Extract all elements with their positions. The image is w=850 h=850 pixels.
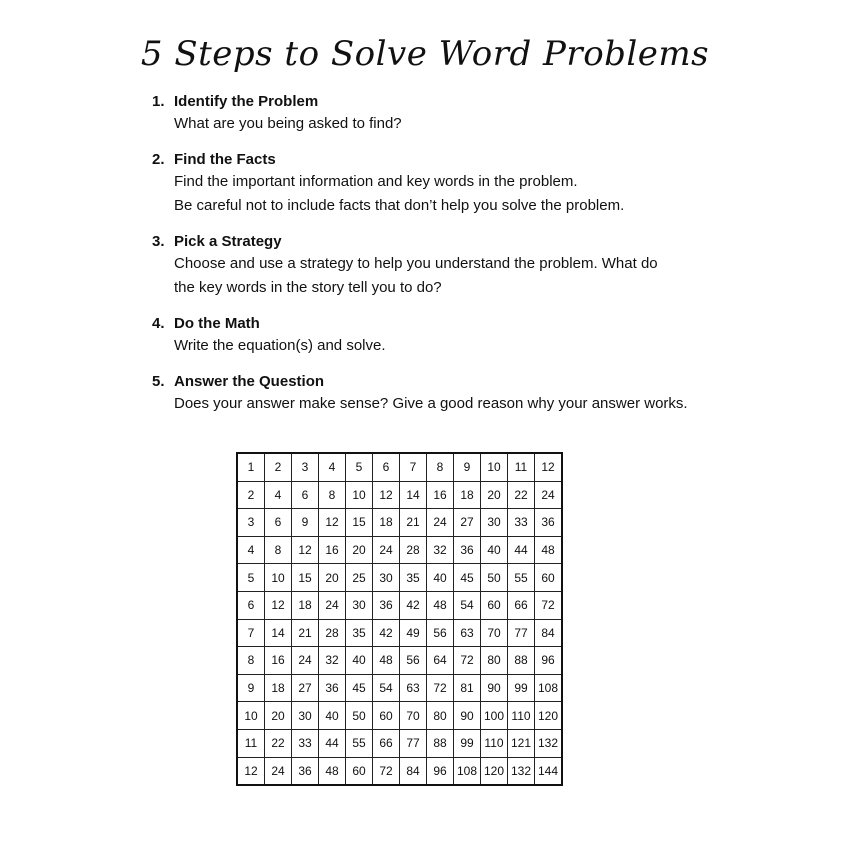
table-cell: 6	[265, 509, 292, 537]
table-cell: 7	[237, 619, 265, 647]
table-cell: 2	[265, 453, 292, 481]
multiplication-table	[236, 452, 563, 786]
table-cell: 3	[292, 453, 319, 481]
table-cell: 40	[427, 564, 454, 592]
table-cell: 132	[508, 757, 535, 785]
table-cell: 66	[508, 591, 535, 619]
step-description	[174, 170, 770, 218]
table-cell: 84	[400, 757, 427, 785]
table-cell: 90	[454, 702, 481, 730]
table-cell: 45	[346, 674, 373, 702]
table-cell: 84	[535, 619, 563, 647]
step-line: Choose and use a strategy to help you understand the problem. What do	[174, 255, 658, 272]
table-cell: 24	[319, 591, 346, 619]
step-number: 3.	[152, 233, 165, 250]
table-cell: 60	[373, 702, 400, 730]
table-cell: 14	[265, 619, 292, 647]
step-heading: Answer the Question	[174, 373, 325, 390]
table-cell: 54	[373, 674, 400, 702]
table-cell: 60	[481, 591, 508, 619]
table-cell: 72	[535, 591, 563, 619]
table-cell: 14	[400, 481, 427, 509]
table-cell: 96	[427, 757, 454, 785]
table-cell: 20	[346, 536, 373, 564]
table-cell: 35	[346, 619, 373, 647]
table-cell: 20	[319, 564, 346, 592]
table-cell: 15	[292, 564, 319, 592]
table-cell: 8	[319, 481, 346, 509]
table-cell: 25	[346, 564, 373, 592]
table-cell: 48	[373, 647, 400, 675]
table-cell: 36	[454, 536, 481, 564]
table-cell: 99	[454, 729, 481, 757]
table-row	[237, 647, 562, 675]
table-cell: 63	[400, 674, 427, 702]
table-cell: 90	[481, 674, 508, 702]
table-cell: 7	[400, 453, 427, 481]
step-line: Does your answer make sense? Give a good reason why your answer works.	[174, 395, 688, 412]
table-cell: 96	[535, 647, 563, 675]
table-cell: 12	[535, 453, 563, 481]
table-cell: 30	[346, 591, 373, 619]
step-line: the key words in the story tell you to do?	[174, 279, 442, 296]
table-cell: 10	[481, 453, 508, 481]
table-cell: 110	[481, 729, 508, 757]
table-row	[237, 619, 562, 647]
table-cell: 11	[237, 729, 265, 757]
step-heading: Identify the Problem	[174, 93, 319, 110]
table-cell: 32	[427, 536, 454, 564]
step-line: What are you being asked to find?	[174, 115, 402, 132]
table-cell: 70	[400, 702, 427, 730]
table-cell: 35	[400, 564, 427, 592]
table-cell: 63	[454, 619, 481, 647]
table-cell: 11	[508, 453, 535, 481]
step-line: Find the important information and key words in the problem.	[174, 173, 578, 190]
table-cell: 1	[237, 453, 265, 481]
table-cell: 100	[481, 702, 508, 730]
step-number: 2.	[152, 151, 165, 168]
table-cell: 27	[454, 509, 481, 537]
table-cell: 54	[454, 591, 481, 619]
table-cell: 77	[400, 729, 427, 757]
table-cell: 108	[535, 674, 563, 702]
step-number: 4.	[152, 315, 165, 332]
table-row	[237, 564, 562, 592]
table-cell: 4	[265, 481, 292, 509]
table-cell: 77	[508, 619, 535, 647]
table-cell: 16	[427, 481, 454, 509]
table-cell: 18	[292, 591, 319, 619]
table-cell: 20	[265, 702, 292, 730]
table-row	[237, 702, 562, 730]
table-cell: 5	[346, 453, 373, 481]
table-cell: 99	[508, 674, 535, 702]
table-cell: 28	[319, 619, 346, 647]
table-cell: 36	[319, 674, 346, 702]
table-cell: 12	[237, 757, 265, 785]
table-row	[237, 536, 562, 564]
table-cell: 10	[346, 481, 373, 509]
page-title: 5 Steps to Solve Word Problems	[140, 34, 710, 74]
step-description	[174, 392, 770, 416]
table-cell: 49	[400, 619, 427, 647]
table-row	[237, 509, 562, 537]
step-heading: Find the Facts	[174, 151, 276, 168]
table-cell: 3	[237, 509, 265, 537]
table-cell: 72	[427, 674, 454, 702]
table-row	[237, 591, 562, 619]
table-cell: 144	[535, 757, 563, 785]
table-cell: 27	[292, 674, 319, 702]
table-cell: 121	[508, 729, 535, 757]
table-row	[237, 674, 562, 702]
step-2	[150, 150, 770, 218]
step-description	[174, 252, 770, 300]
table-cell: 56	[427, 619, 454, 647]
table-cell: 22	[265, 729, 292, 757]
table-cell: 132	[535, 729, 563, 757]
table-cell: 72	[454, 647, 481, 675]
table-cell: 55	[346, 729, 373, 757]
table-cell: 24	[535, 481, 563, 509]
table-cell: 32	[319, 647, 346, 675]
table-cell: 44	[508, 536, 535, 564]
table-cell: 48	[427, 591, 454, 619]
step-4	[150, 314, 770, 358]
table-cell: 40	[481, 536, 508, 564]
table-cell: 5	[237, 564, 265, 592]
table-cell: 44	[319, 729, 346, 757]
table-cell: 16	[319, 536, 346, 564]
table-cell: 55	[508, 564, 535, 592]
table-cell: 88	[427, 729, 454, 757]
table-cell: 66	[373, 729, 400, 757]
table-cell: 56	[400, 647, 427, 675]
table-cell: 24	[373, 536, 400, 564]
table-cell: 4	[319, 453, 346, 481]
table-cell: 81	[454, 674, 481, 702]
table-cell: 36	[292, 757, 319, 785]
table-cell: 24	[265, 757, 292, 785]
table-cell: 9	[237, 674, 265, 702]
table-cell: 6	[237, 591, 265, 619]
table-cell: 12	[265, 591, 292, 619]
table-cell: 9	[292, 509, 319, 537]
step-3	[150, 232, 770, 300]
table-cell: 6	[292, 481, 319, 509]
multiplication-table-container	[236, 452, 563, 786]
table-cell: 12	[373, 481, 400, 509]
table-cell: 48	[535, 536, 563, 564]
table-cell: 42	[400, 591, 427, 619]
table-cell: 28	[400, 536, 427, 564]
table-cell: 45	[454, 564, 481, 592]
table-cell: 33	[292, 729, 319, 757]
step-line: Be careful not to include facts that don’t help you solve the problem.	[174, 197, 625, 214]
table-row	[237, 453, 562, 481]
table-cell: 40	[346, 647, 373, 675]
table-cell: 120	[535, 702, 563, 730]
table-cell: 6	[373, 453, 400, 481]
table-cell: 20	[481, 481, 508, 509]
table-cell: 21	[400, 509, 427, 537]
step-number: 5.	[152, 373, 165, 390]
table-cell: 30	[292, 702, 319, 730]
table-row	[237, 729, 562, 757]
table-row	[237, 757, 562, 785]
table-cell: 18	[265, 674, 292, 702]
table-cell: 8	[237, 647, 265, 675]
table-cell: 36	[535, 509, 563, 537]
step-description	[174, 334, 770, 358]
table-cell: 48	[319, 757, 346, 785]
table-cell: 8	[265, 536, 292, 564]
table-cell: 80	[481, 647, 508, 675]
table-cell: 64	[427, 647, 454, 675]
table-cell: 40	[319, 702, 346, 730]
table-cell: 24	[292, 647, 319, 675]
step-number: 1.	[152, 93, 165, 110]
table-cell: 2	[237, 481, 265, 509]
step-description	[174, 112, 770, 136]
table-cell: 50	[346, 702, 373, 730]
table-cell: 36	[373, 591, 400, 619]
step-heading: Do the Math	[174, 315, 260, 332]
table-cell: 70	[481, 619, 508, 647]
table-cell: 88	[508, 647, 535, 675]
table-cell: 72	[373, 757, 400, 785]
table-cell: 10	[237, 702, 265, 730]
table-cell: 18	[373, 509, 400, 537]
table-cell: 22	[508, 481, 535, 509]
table-cell: 30	[481, 509, 508, 537]
table-cell: 12	[292, 536, 319, 564]
table-cell: 42	[373, 619, 400, 647]
step-heading: Pick a Strategy	[174, 233, 282, 250]
table-cell: 108	[454, 757, 481, 785]
table-cell: 8	[427, 453, 454, 481]
table-cell: 9	[454, 453, 481, 481]
step-1	[150, 92, 770, 136]
step-5	[150, 372, 770, 416]
table-cell: 16	[265, 647, 292, 675]
step-line: Write the equation(s) and solve.	[174, 337, 386, 354]
steps-list	[150, 92, 770, 430]
table-cell: 50	[481, 564, 508, 592]
table-cell: 30	[373, 564, 400, 592]
table-cell: 18	[454, 481, 481, 509]
table-cell: 33	[508, 509, 535, 537]
table-cell: 110	[508, 702, 535, 730]
table-cell: 15	[346, 509, 373, 537]
table-cell: 80	[427, 702, 454, 730]
table-cell: 60	[346, 757, 373, 785]
table-cell: 21	[292, 619, 319, 647]
table-cell: 10	[265, 564, 292, 592]
table-cell: 12	[319, 509, 346, 537]
table-row	[237, 481, 562, 509]
table-cell: 4	[237, 536, 265, 564]
table-cell: 24	[427, 509, 454, 537]
table-cell: 120	[481, 757, 508, 785]
table-cell: 60	[535, 564, 563, 592]
